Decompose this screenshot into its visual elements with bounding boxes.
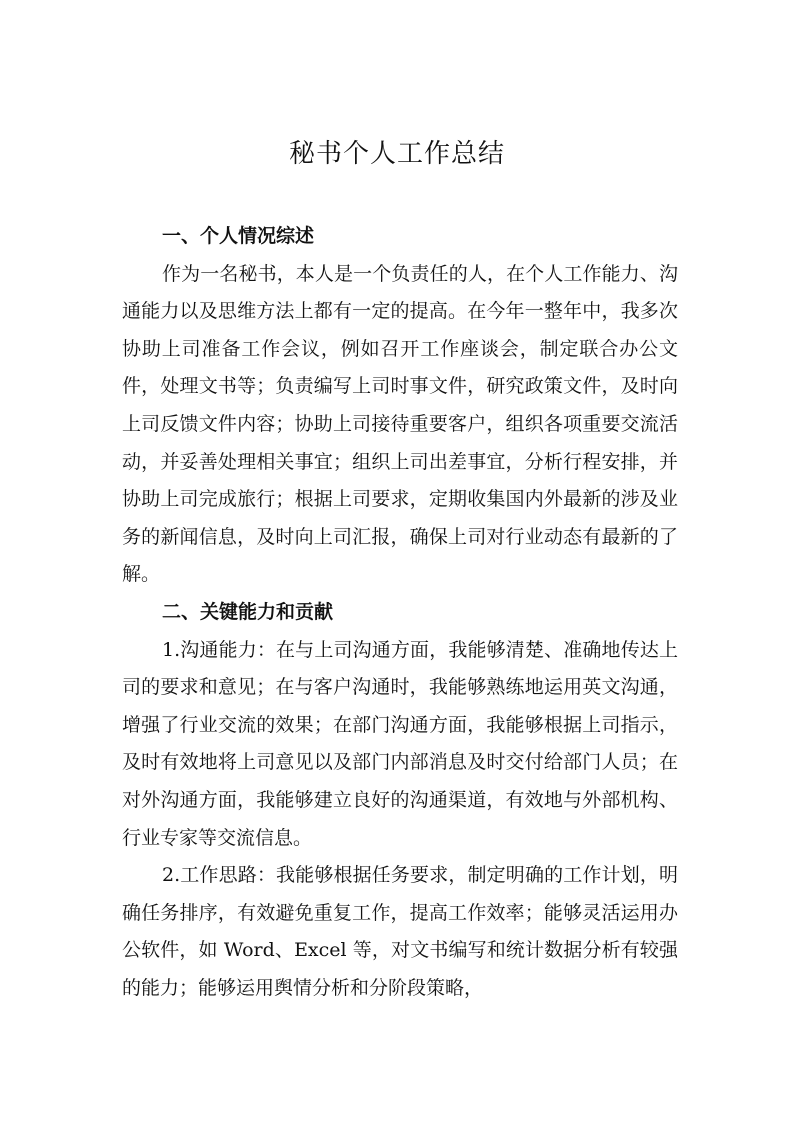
section-heading: 二、关键能力和贡献	[162, 600, 334, 623]
paragraph: 作为一名秘书，本人是一个负责任的人，在个人工作能力、沟通能力以及思维方法上都有一定的提高。在今年一整年中，我多次协助上司准备工作会议，例如召开工作座谈会，制定联合办公文件，处理文书等；负责编写上司时事文件，研究政策文件，及时向上司反馈文件内容；协助上司接待重要客户，组织各项重要交流活动，并妥善处理相关事宜；组织上司出差事宜，分析行程安排，并协助上司完成旅行；根据上司要求，定期收集国内外最新的涉及业务的新闻信息，及时向上司汇报，确保上司对行业动态有最新的了解。	[122, 262, 678, 586]
section-heading: 一、个人情况综述	[162, 225, 315, 247]
paragraph-communication: 1.沟通能力：在与上司沟通方面，我能够清楚、准确地传达上司的要求和意见；在与客户沟通时，我能够熟练地运用英文沟通，增强了行业交流的效果；在部门沟通方面，我能够根据上司指示，及时有效地将上司意见以及部门内部消息及时交付给部门人员；在对外沟通方面，我能够建立良好的沟通渠道，有效地与外部机构、行业专家等交流信息。	[122, 638, 678, 849]
page-title: 秘书个人工作总结	[288, 139, 505, 169]
document-body	[122, 218, 678, 1007]
paragraph-work-approach: 2.工作思路：我能够根据任务要求，制定明确的工作计划，明确任务排序，有效避免重复工作，提高工作效率；能够灵活运用办公软件，如 Word、Excel 等，对文书编写和统计数据分析有较强的能力；能够运用舆情分析和分阶段策略，	[122, 864, 678, 999]
section-personal-overview	[122, 218, 678, 594]
section-key-abilities	[122, 594, 678, 1008]
